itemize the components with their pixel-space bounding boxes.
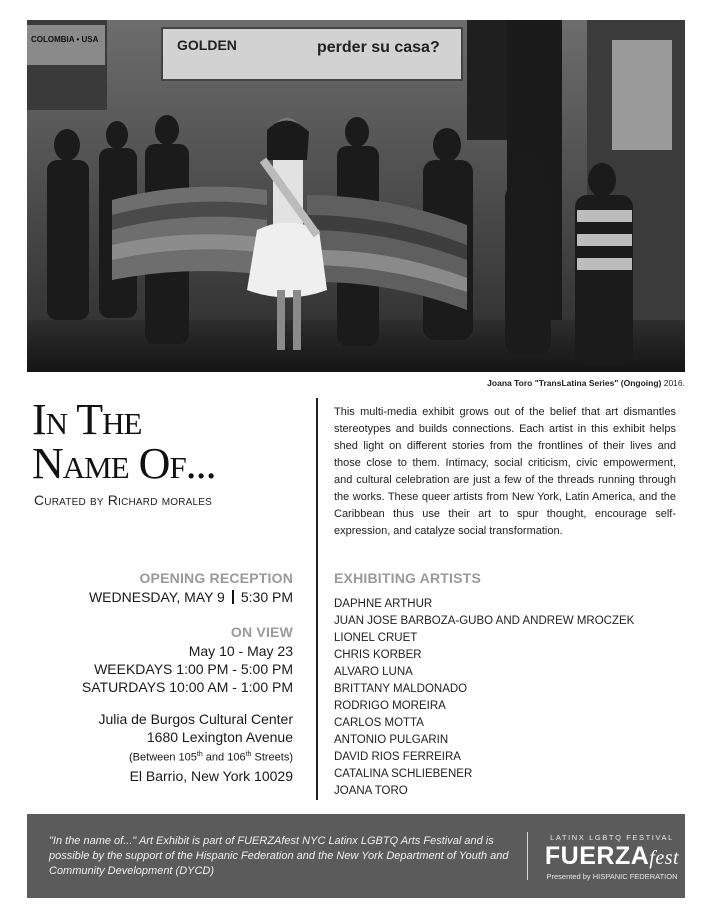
sign-text-golden: GOLDEN	[177, 37, 237, 53]
cross-prefix: (Between 105	[129, 751, 197, 764]
photo-credit-year: 2016.	[663, 378, 685, 388]
logo-main: FUERZA	[544, 842, 650, 870]
footer-divider	[527, 832, 528, 880]
reception-time: 5:30 PM	[240, 589, 293, 605]
exhibit-title	[32, 395, 302, 488]
event-info	[40, 570, 293, 785]
artist-name: ANTONIO PULGARIN	[334, 734, 449, 746]
photo-credit-artist: Joana Toro	[487, 378, 533, 388]
sponsor-note: "In the name of..." Art Exhibit is part of FUERZAfest NYC Latinx LGBTQ Arts Festival and is possible by the support of the Hispanic Federation and the New York Department of Youth and Community Development (DYCD)	[49, 835, 509, 877]
separator-bar	[232, 590, 234, 604]
striped-shirt-figure	[577, 210, 632, 270]
artist-name: BRITTANY MALDONADO	[334, 683, 468, 695]
on-view-saturdays: SATURDAYS 10:00 AM - 1:00 PM	[81, 679, 293, 695]
artists-heading: EXHIBITING ARTISTS	[334, 570, 481, 586]
cross-sup1: th	[196, 751, 203, 758]
artist-name: LIONEL CRUET	[334, 632, 418, 644]
photo-credit-title: "TransLatina Series" (Ongoing)	[534, 378, 662, 388]
sponsor-footer	[27, 814, 685, 898]
logo-wordmark	[542, 842, 682, 872]
artist-name: JOANA TORO	[334, 785, 408, 797]
exhibit-title-line1: In The	[32, 395, 142, 444]
artist-name: RODRIGO MOREIRA	[334, 700, 446, 712]
cross-mid: and 106	[202, 751, 246, 764]
venue-street: 1680 Lexington Avenue	[146, 729, 293, 745]
artist-name: CHRIS KORBER	[334, 649, 422, 661]
reception-datetime	[40, 588, 293, 606]
artists-section	[334, 570, 664, 800]
opening-reception-heading: OPENING RECEPTION	[139, 570, 293, 586]
on-view-heading: ON VIEW	[230, 624, 293, 640]
artist-name: DAPHNE ARTHUR	[334, 598, 433, 610]
artist-name: CATALINA SCHLIEBENER	[334, 768, 473, 780]
sign-text-perder: perder su casa?	[317, 39, 440, 56]
hero-photo	[27, 20, 685, 372]
parade-photo-illustration	[27, 20, 685, 372]
cross-suffix: Streets)	[251, 751, 293, 764]
curator-credit: Curated by Richard morales	[34, 492, 213, 508]
on-view-weekdays: WEEKDAYS 1:00 PM - 5:00 PM	[94, 661, 293, 677]
venue-city: El Barrio, New York 10029	[129, 767, 293, 784]
on-view-dates: May 10 - May 23	[188, 643, 293, 659]
exhibit-description: This multi-media exhibit grows out of the belief that art dismantles stereotypes and builds connections. Each artist in this exhibit helps shed light on different stories from the frontlines of their lives and those close to them. Intimacy, social criticism, civic empowerment, and cultural celebration are just a few of the threads running through the works. These queer artists from New York, Latin America, and the Caribbean thus use their art to spur thought, encourage self-expression, and catalyze social transformation.	[334, 406, 676, 537]
photo-credit	[487, 378, 685, 388]
artist-name: ALVARO LUNA	[334, 666, 413, 678]
artist-name: DAVID RIOS FERREIRA	[334, 751, 461, 763]
venue-name: Julia de Burgos Cultural Center	[98, 711, 293, 727]
venue-cross-streets	[40, 746, 293, 767]
artist-name: JUAN JOSE BARBOZA-GUBO AND ANDREW MROCZEK	[334, 615, 635, 627]
artist-name: CARLOS MOTTA	[334, 717, 424, 729]
sign-text-colombia: COLOMBIA • USA	[31, 35, 99, 44]
column-divider	[316, 398, 318, 800]
fuerzafest-logo	[542, 833, 682, 881]
store-sign	[27, 25, 105, 65]
reception-day: WEDNESDAY, MAY 9	[88, 589, 225, 605]
exhibit-title-line2: Name Of...	[32, 439, 216, 488]
presented-by: Presented by HISPANIC FEDERATION	[546, 872, 678, 881]
festival-tagline: LATINX LGBTQ FESTIVAL	[550, 833, 674, 842]
logo-fest: fest	[649, 847, 680, 869]
cross-sup2: th	[245, 751, 252, 758]
